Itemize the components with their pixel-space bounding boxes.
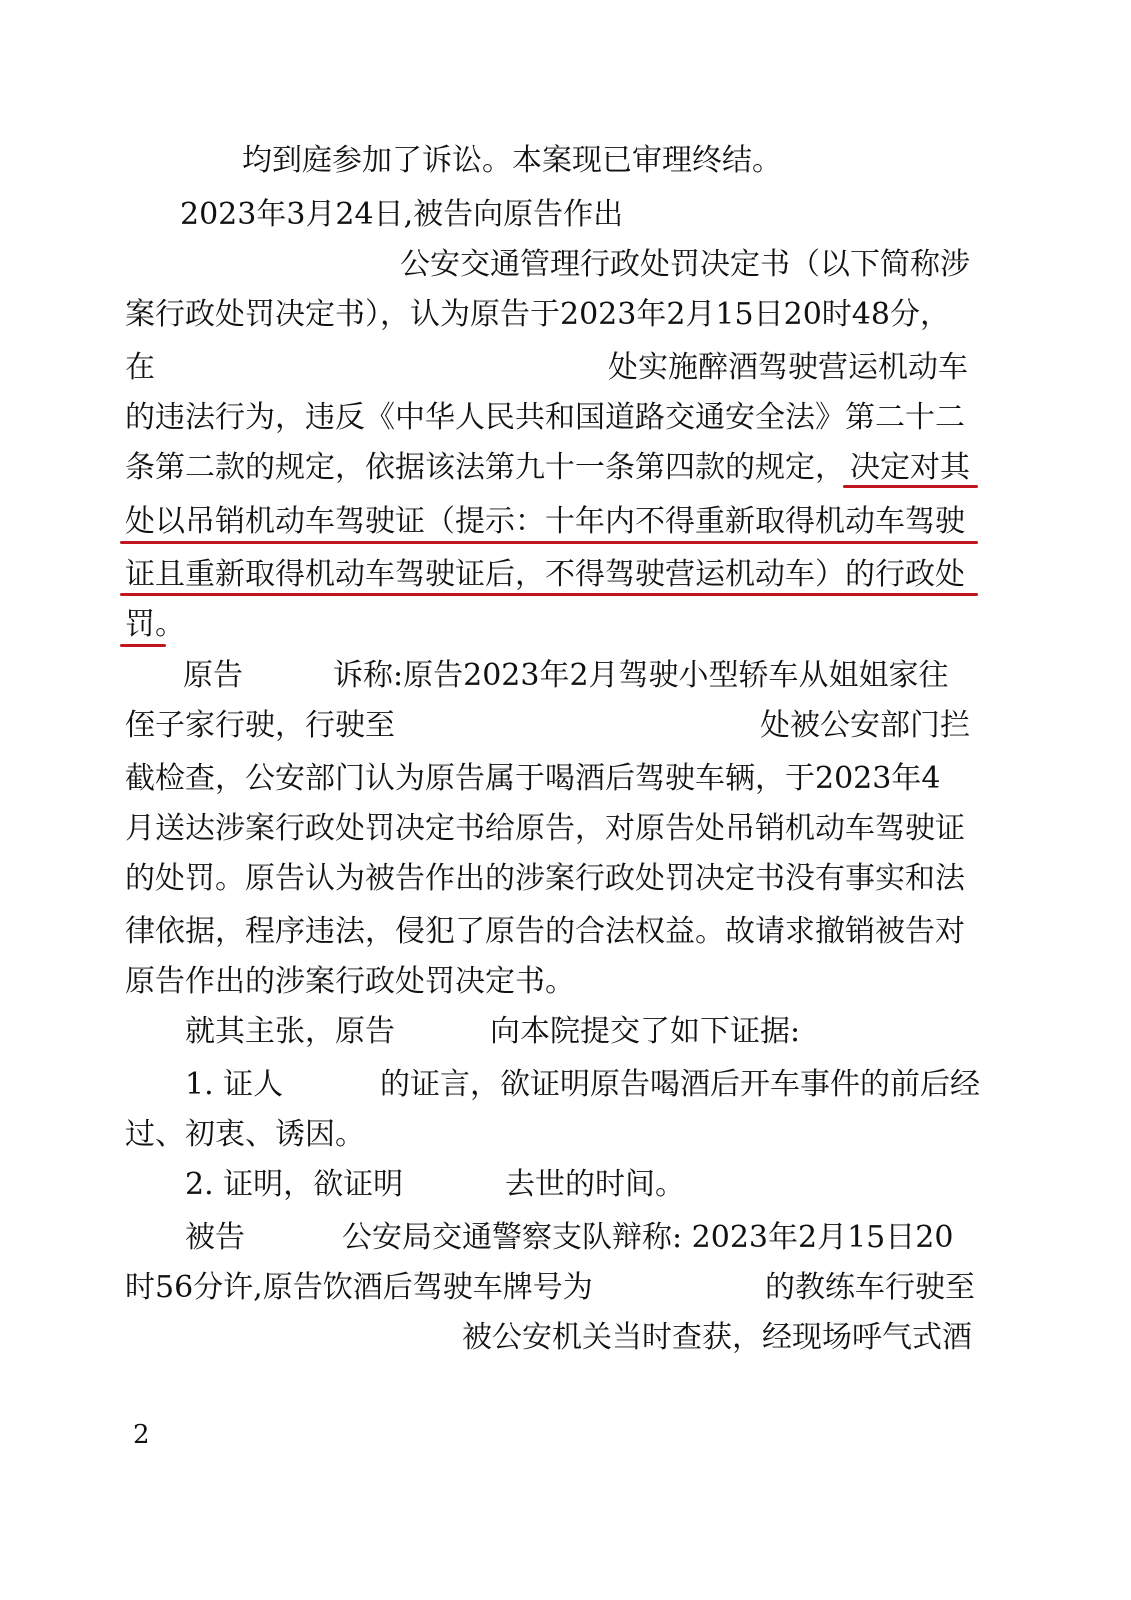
text-line: 过、初衷、诱因。	[125, 1117, 365, 1152]
text-line: 时56分许,原告饮酒后驾驶车牌号为	[125, 1270, 593, 1305]
text-line: 被公安机关当时查获，经现场呼气式酒	[462, 1320, 972, 1355]
text-line: 月送达涉案行政处罚决定书给原告，对原告处吊销机动车驾驶证	[125, 811, 965, 846]
text-line: 被告	[185, 1220, 245, 1255]
text-line: 。	[155, 607, 185, 642]
page-number: 2	[133, 1420, 150, 1450]
text-line: 处被公安部门拦	[760, 708, 970, 743]
text-line: 原告	[183, 658, 243, 693]
text-line: 2. 证明，欲证明	[185, 1167, 404, 1202]
text-line: 截检查，公安部门认为原告属于喝酒后驾驶车辆，于2023年4	[125, 761, 941, 796]
highlighted-text: 证且重新取得机动车驾驶证后，不得驾驶营运机动车）的行政处	[125, 557, 965, 592]
text-line: 1. 证人	[185, 1067, 284, 1102]
text-line: 去世的时间。	[505, 1167, 685, 1202]
text-line: 2023年3月24日,被告向原告作出	[180, 197, 624, 232]
text-line: 向本院提交了如下证据:	[490, 1014, 801, 1049]
text-line: 原告作出的涉案行政处罚决定书。	[125, 964, 575, 999]
text-line: 公安交通管理行政处罚决定书（以下简称涉	[400, 247, 970, 282]
text-line: 诉称:原告2023年2月驾驶小型轿车从姐姐家往	[333, 658, 949, 693]
text-line: 侄子家行驶，行驶至	[125, 708, 395, 743]
text-line: 案行政处罚决定书），认为原告于2023年2月15日20时48分，	[125, 297, 950, 332]
text-line: 律依据，程序违法，侵犯了原告的合法权益。故请求撤销被告对	[125, 914, 965, 949]
text-line: 就其主张，原告	[185, 1014, 395, 1049]
text-line: 处实施醉酒驾驶营运机动车	[608, 350, 968, 385]
highlighted-text: 罚	[125, 607, 155, 642]
text-line: 的证言，欲证明原告喝酒后开车事件的前后经	[380, 1067, 980, 1102]
text-line: 均到庭参加了诉讼。本案现已审理终结。	[242, 143, 782, 178]
text-line: 在	[125, 350, 155, 385]
red-underline	[120, 541, 978, 544]
highlighted-text: 决定对其	[850, 450, 970, 485]
text-line: 的教练车行驶至	[765, 1270, 975, 1305]
text-line: 公安局交通警察支队辩称: 2023年2月15日20	[342, 1220, 954, 1255]
highlighted-text: 处以吊销机动车驾驶证（提示：十年内不得重新取得机动车驾驶	[125, 504, 965, 539]
text-line: 条第二款的规定，依据该法第九十一条第四款的规定，	[125, 450, 845, 485]
red-underline	[120, 644, 166, 647]
text-line: 的处罚。原告认为被告作出的涉案行政处罚决定书没有事实和法	[125, 861, 965, 896]
red-underline	[843, 485, 978, 488]
red-underline	[120, 593, 978, 596]
text-line: 的违法行为，违反《中华人民共和国道路交通安全法》第二十二	[125, 400, 965, 435]
